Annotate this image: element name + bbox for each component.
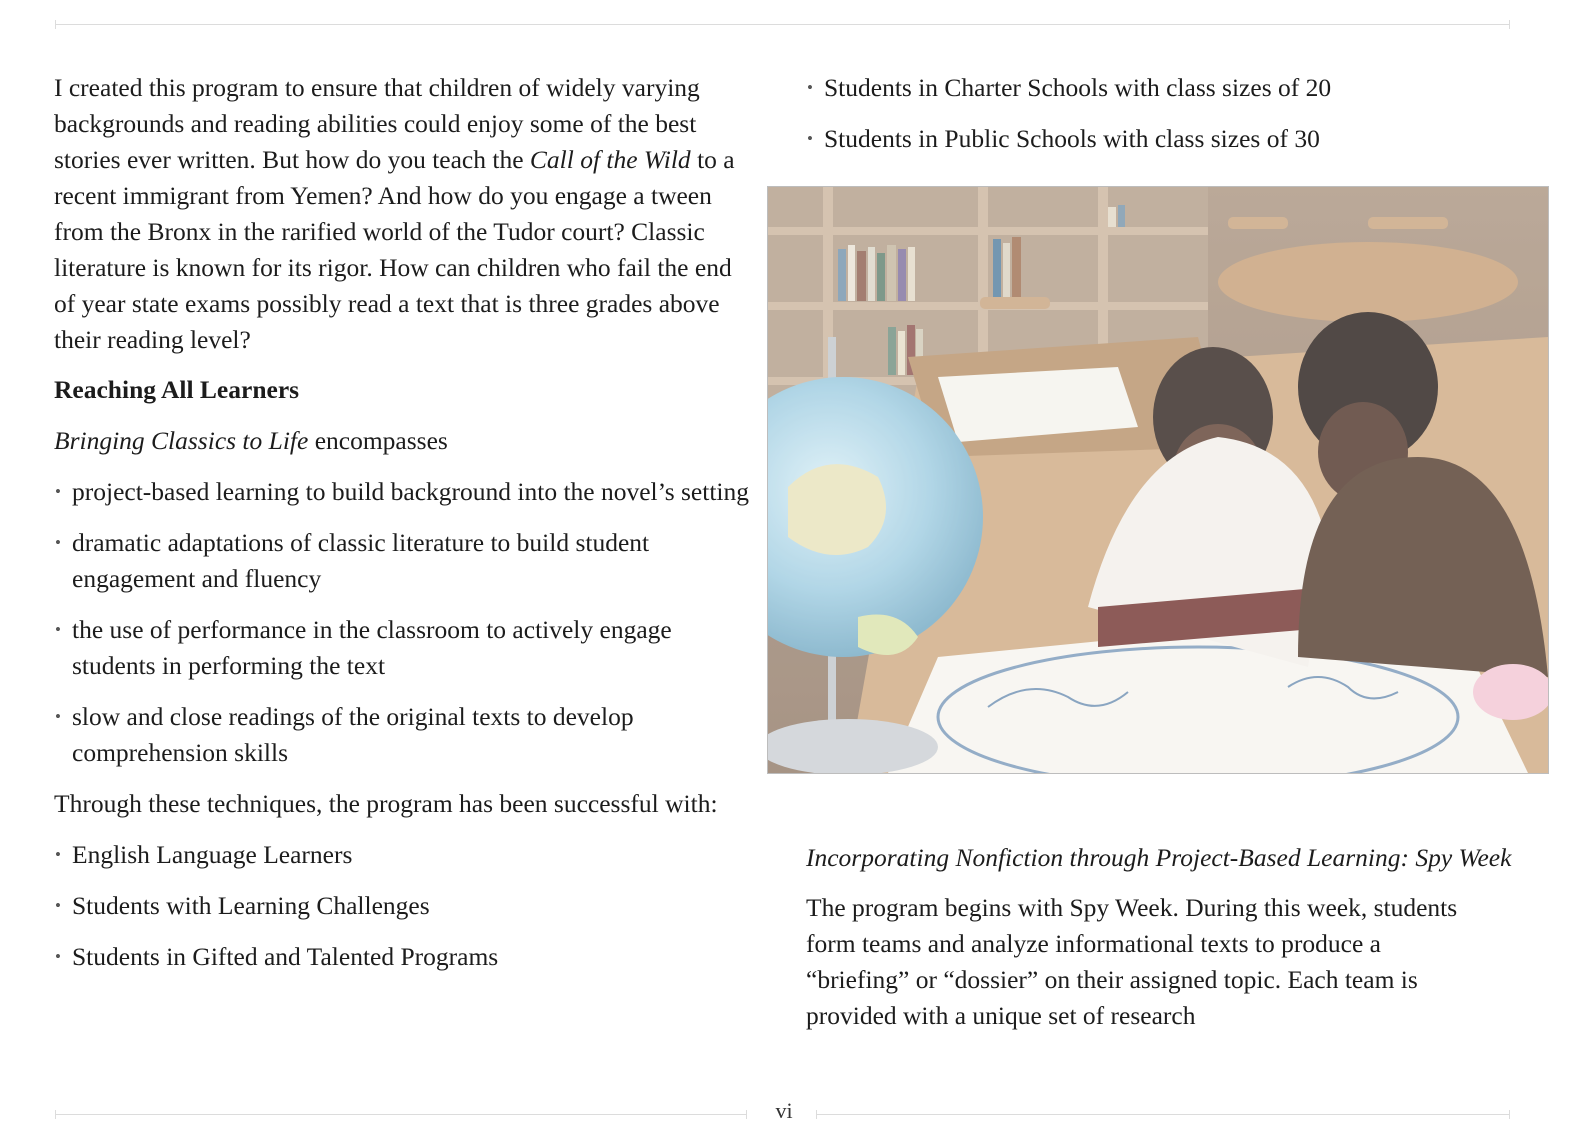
intro-text-2: to a recent immigrant from Yemen? And how do you engage a tween from the Bronx in the rarified world of the Tudor court? Classic literature is known for its rigor. How can children who fail the end of year state exams possibly read a text that is three grades above their reading level? <box>54 145 735 354</box>
list-item: • Students in Gifted and Talented Programs <box>54 939 754 975</box>
intro-paragraph <box>54 70 754 358</box>
list-item: • English Language Learners <box>54 837 754 873</box>
list-item: • the use of performance in the classroom to actively engage students in performing the text <box>54 612 754 684</box>
list-item: • dramatic adaptations of classic literature to build student engagement and fluency <box>54 525 754 597</box>
photo-caption: Incorporating Nonfiction through Project-Based Learning: Spy Week <box>806 843 1512 872</box>
book-title-call-of-the-wild: Call of the Wild <box>529 145 691 174</box>
page-number: vi <box>775 1098 793 1123</box>
groups-list <box>54 837 754 975</box>
top-rule <box>55 24 1510 25</box>
list-item: • project-based learning to build background into the novel’s setting <box>54 474 754 510</box>
list-item: • Students with Learning Challenges <box>54 888 754 924</box>
success-intro: Through these techniques, the program has been successful with: <box>54 789 718 818</box>
intro-text-1: I created this program to ensure that children of widely varying backgrounds and reading abilities could enjoy some of the best stories ever written. But how do you teach the <box>54 73 700 174</box>
section-heading: Reaching All Learners <box>54 375 300 404</box>
program-title: Bringing Classics to Life <box>54 426 309 455</box>
classroom-photo <box>767 186 1549 774</box>
program-lead-text: encompasses <box>308 426 448 455</box>
list-item: • slow and close readings of the original texts to develop comprehension skills <box>54 699 754 771</box>
bottom-rule-left <box>55 1114 747 1115</box>
left-column <box>54 70 754 990</box>
program-lead <box>54 423 754 459</box>
list-item: • Students in Public Schools with class sizes of 30 <box>806 121 1526 157</box>
right-column <box>806 70 1526 172</box>
list-item: • Students in Charter Schools with class sizes of 20 <box>806 70 1526 106</box>
bottom-rule-right <box>816 1114 1510 1115</box>
classroom-photo-illustration <box>768 187 1548 773</box>
groups-list-continued <box>806 70 1526 157</box>
spy-week-paragraph: The program begins with Spy Week. During this week, students form teams and analyze informational texts to produce a “briefing” or “dossier” on their assigned topic. Each team is provided with a unique set of research <box>806 893 1458 1030</box>
techniques-list <box>54 474 754 771</box>
